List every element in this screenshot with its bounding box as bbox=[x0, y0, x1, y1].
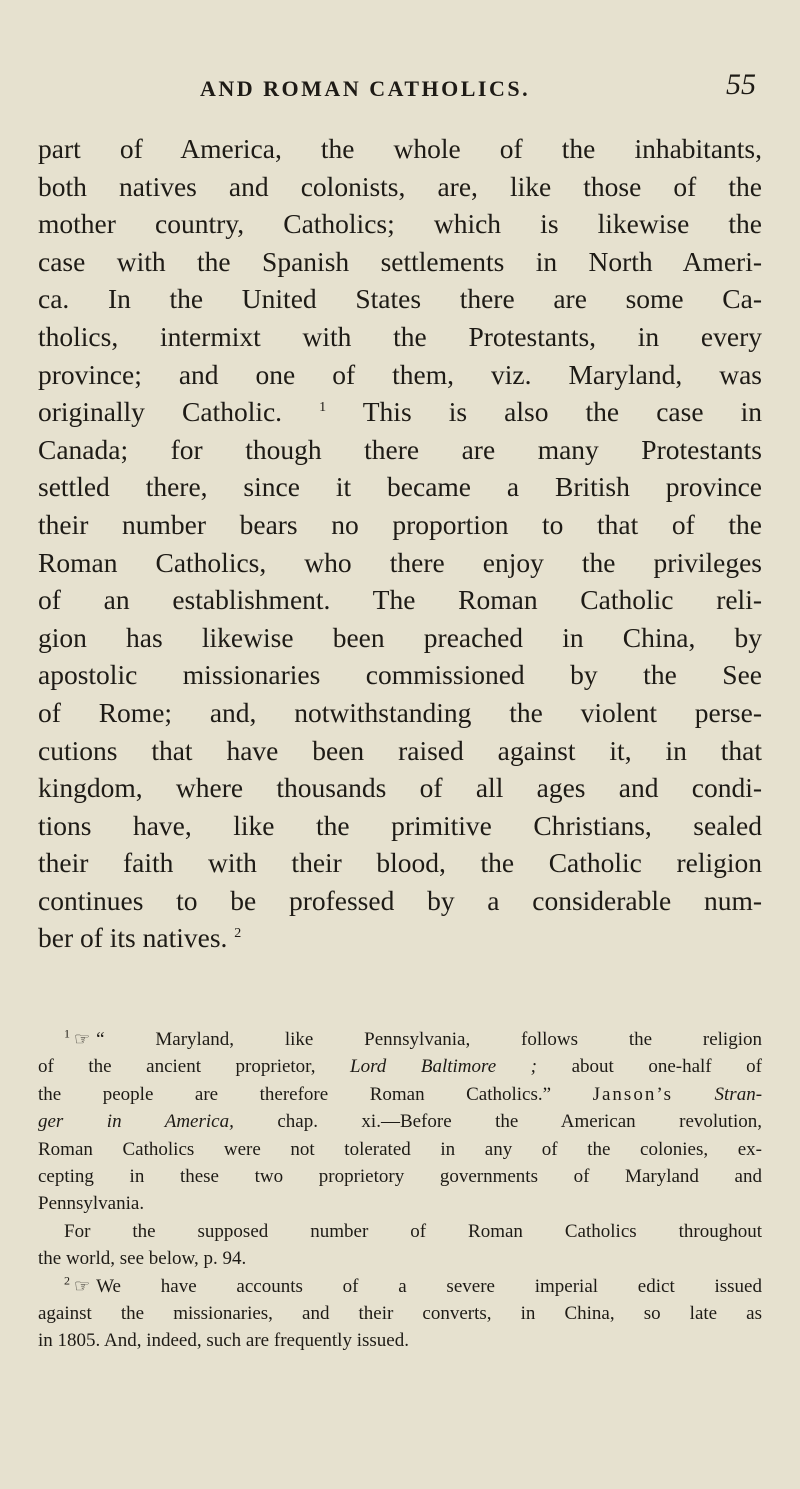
footnote-2-marker: 2 bbox=[64, 1273, 70, 1288]
text-line: province; and one of them, viz. Maryland, was bbox=[38, 358, 762, 390]
pointing-hand-icon: ☞ bbox=[74, 1029, 91, 1049]
text-segment: originally Catholic. bbox=[38, 396, 283, 428]
text-line: gion has likewise been preached in China, by bbox=[38, 621, 762, 653]
footnote-text: chap. xi.—Before the American revolution, bbox=[277, 1111, 762, 1133]
text-line: their faith with their blood, the Catholic religion bbox=[38, 847, 762, 879]
text-line: ca. In the United States there are some Ca- bbox=[38, 283, 762, 315]
text-segment: This is also the case in bbox=[362, 396, 762, 428]
text-line: of Rome; and, notwithstanding the violent perse- bbox=[38, 696, 762, 728]
text-line: their number bears no proportion to that of the bbox=[38, 508, 762, 540]
text-line-with-footnote bbox=[38, 919, 762, 957]
text-line: both natives and colonists, are, like those of the bbox=[38, 170, 762, 202]
text-line: cutions that have been raised against it, in that bbox=[38, 734, 762, 766]
footnote-1-line bbox=[38, 1026, 762, 1053]
footnote-1-line bbox=[38, 1108, 762, 1135]
footnote-2-line: in 1805. And, indeed, such are frequently issued. bbox=[38, 1330, 409, 1352]
main-text bbox=[38, 130, 762, 957]
page-number: 55 bbox=[726, 68, 756, 101]
text-line: part of America, the whole of the inhabitants, bbox=[38, 133, 762, 164]
text-line: kingdom, where thousands of all ages and condi- bbox=[38, 772, 762, 804]
footnote-text: We have accounts of a severe imperial edict issued bbox=[96, 1275, 762, 1297]
text-line: apostolic missionaries commissioned by the See bbox=[38, 659, 762, 691]
footnote-1-line: cepting in these two proprietory governments of Maryland and bbox=[38, 1166, 762, 1188]
footnote-1-line: Pennsylvania. bbox=[38, 1193, 145, 1215]
footnote-text: the people are therefore Roman Catholics.” bbox=[38, 1083, 552, 1105]
footnote-italic: ger in America, bbox=[38, 1111, 234, 1133]
footnote-author: Janson’s bbox=[592, 1083, 673, 1105]
footnote-italic: Lord Baltimore ; bbox=[350, 1056, 538, 1078]
footnote-1-line: the world, see below, p. 94. bbox=[38, 1248, 247, 1270]
text-line: settled there, since it became a British province bbox=[38, 471, 762, 503]
page-header bbox=[200, 68, 760, 116]
footnote-1-line bbox=[38, 1053, 762, 1080]
footnote-2-line: against the missionaries, and their converts, in China, so late as bbox=[38, 1303, 762, 1325]
text-line: mother country, Catholics; which is likewise the bbox=[38, 208, 762, 240]
footnote-italic: Stran- bbox=[714, 1083, 763, 1105]
footnote-2-line bbox=[38, 1273, 762, 1300]
text-line: Canada; for though there are many Protestants bbox=[38, 433, 762, 465]
footnote-ref-1: 1 bbox=[319, 400, 327, 415]
footnote-ref-2: 2 bbox=[234, 926, 242, 942]
text-line: of an establishment. The Roman Catholic reli- bbox=[38, 584, 762, 616]
footnote-1-line bbox=[38, 1081, 762, 1108]
footnotes bbox=[38, 1026, 762, 1355]
footnote-text: about one-half of bbox=[571, 1056, 762, 1078]
text-line-with-footnote bbox=[38, 393, 762, 431]
text-line: tholics, intermixt with the Protestants, in every bbox=[38, 320, 762, 352]
text-line: continues to be professed by a considerable num- bbox=[38, 884, 762, 916]
text-segment: ber of its natives. bbox=[38, 922, 228, 954]
text-line: case with the Spanish settlements in North Ameri- bbox=[38, 245, 762, 277]
pointing-hand-icon: ☞ bbox=[74, 1275, 91, 1296]
footnote-text: “ Maryland, like Pennsylvania, follows the religion bbox=[96, 1029, 762, 1050]
footnote-1-line: Roman Catholics were not tolerated in any of the colonies, ex- bbox=[38, 1138, 762, 1160]
running-head: AND ROMAN CATHOLICS. bbox=[200, 76, 531, 101]
text-line: Roman Catholics, who there enjoy the privileges bbox=[38, 546, 762, 578]
footnote-1-line: For the supposed number of Roman Catholics throughout bbox=[64, 1220, 762, 1242]
text-line: tions have, like the primitive Christians, sealed bbox=[38, 809, 762, 841]
footnote-text: of the ancient proprietor, bbox=[38, 1056, 316, 1078]
footnote-1-marker: 1 bbox=[64, 1026, 70, 1041]
